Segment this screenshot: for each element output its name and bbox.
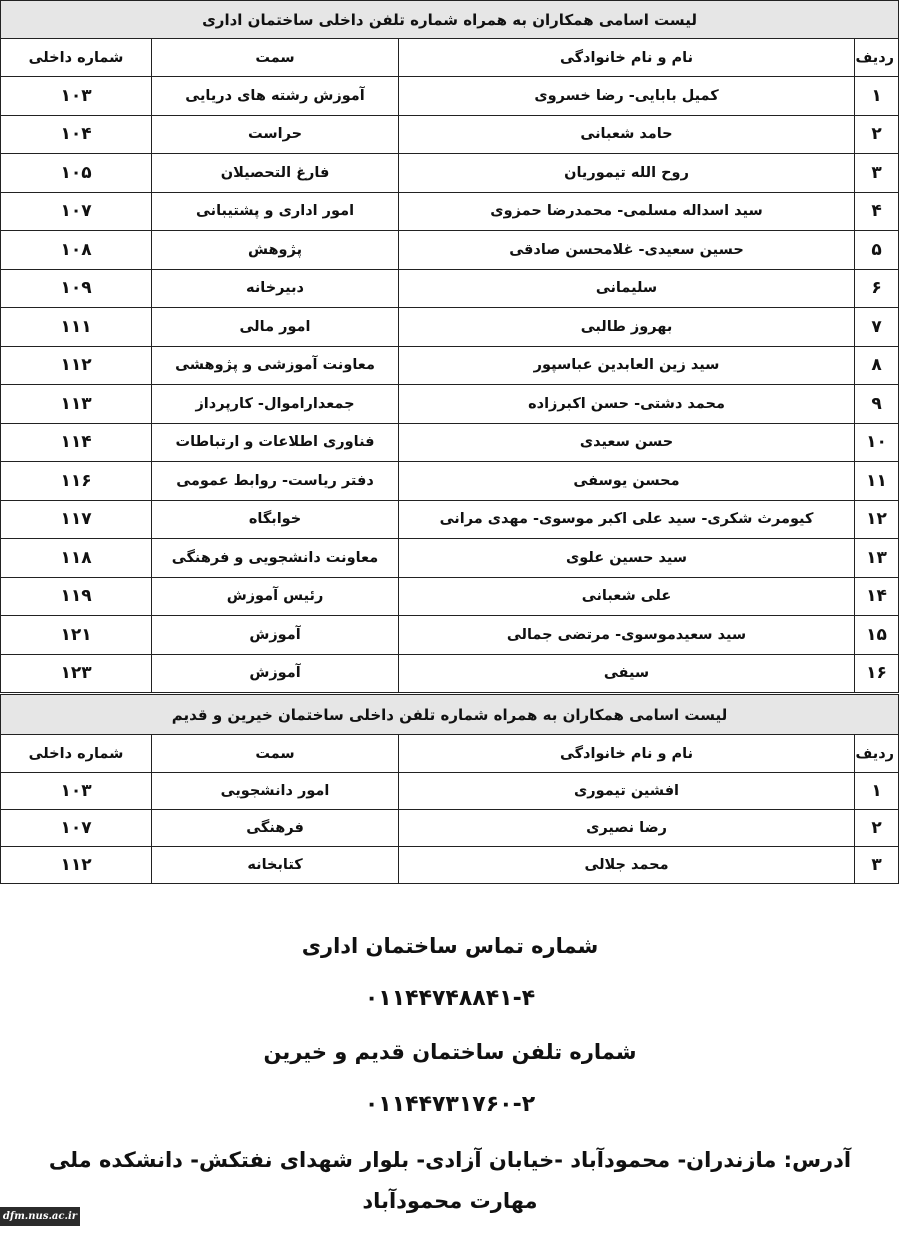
table-row: [1, 346, 899, 385]
extension-number: ۱۲۳: [1, 654, 152, 693]
extension-number: ۱۰۹: [1, 269, 152, 308]
employee-name: کمیل بابایی- رضا خسروی: [399, 77, 855, 116]
extension-number: ۱۱۷: [1, 500, 152, 539]
row-number: ۱۵: [855, 616, 899, 655]
employee-position: آموزش: [152, 654, 399, 693]
table-row: [1, 847, 899, 884]
employee-position: فارغ التحصیلان: [152, 154, 399, 193]
employee-position: آموزش رشته های دریایی: [152, 77, 399, 116]
extension-number: ۱۱۸: [1, 539, 152, 578]
extension-number: ۱۰۷: [1, 810, 152, 847]
table-row: [1, 773, 899, 810]
table-title: لیست اسامی همکاران به همراه شماره تلفن داخلی ساختمان اداری: [1, 1, 899, 39]
header-row: ردیف: [855, 39, 899, 77]
employee-name: حسین سعیدی- غلامحسن صادقی: [399, 231, 855, 270]
site-logo: dfm.nus.ac.ir: [0, 1207, 80, 1226]
old-building-table: [0, 694, 899, 884]
row-number: ۲: [855, 115, 899, 154]
table-row: [1, 423, 899, 462]
employee-name: محسن یوسفی: [399, 462, 855, 501]
employee-position: امور مالی: [152, 308, 399, 347]
employee-name: سید حسین علوی: [399, 539, 855, 578]
header-position: سمت: [152, 39, 399, 77]
table-row: [1, 231, 899, 270]
employee-name: بهروز طالبی: [399, 308, 855, 347]
table-row: [1, 115, 899, 154]
row-number: ۱۴: [855, 577, 899, 616]
table-row: [1, 654, 899, 693]
employee-position: فناوری اطلاعات و ارتباطات: [152, 423, 399, 462]
extension-number: ۱۱۱: [1, 308, 152, 347]
extension-number: ۱۲۱: [1, 616, 152, 655]
employee-position: امور دانشجویی: [152, 773, 399, 810]
employee-name: کیومرث شکری- سید علی اکبر موسوی- مهدی مرانی: [399, 500, 855, 539]
extension-number: ۱۱۹: [1, 577, 152, 616]
employee-position: پژوهش: [152, 231, 399, 270]
row-number: ۱: [855, 773, 899, 810]
employee-name: سید زین العابدین عباسپور: [399, 346, 855, 385]
employee-position: رئیس آموزش: [152, 577, 399, 616]
header-extension: شماره داخلی: [1, 735, 152, 773]
row-number: ۹: [855, 385, 899, 424]
employee-position: امور اداری و پشتیبانی: [152, 192, 399, 231]
row-number: ۷: [855, 308, 899, 347]
employee-position: فرهنگی: [152, 810, 399, 847]
extension-number: ۱۰۸: [1, 231, 152, 270]
row-number: ۳: [855, 154, 899, 193]
extension-number: ۱۰۳: [1, 773, 152, 810]
header-position: سمت: [152, 735, 399, 773]
employee-name: سلیمانی: [399, 269, 855, 308]
table-row: [1, 385, 899, 424]
table-row: [1, 192, 899, 231]
table-row: [1, 77, 899, 116]
row-number: ۱۰: [855, 423, 899, 462]
employee-position: آموزش: [152, 616, 399, 655]
extension-number: ۱۱۲: [1, 346, 152, 385]
header-row: ردیف: [855, 735, 899, 773]
admin-contact-phone: ۰۱۱۴۴۷۴۸۸۴۱-۴: [364, 986, 536, 1011]
employee-position: دبیرخانه: [152, 269, 399, 308]
extension-number: ۱۰۵: [1, 154, 152, 193]
extension-number: ۱۱۲: [1, 847, 152, 884]
employee-position: خوابگاه: [152, 500, 399, 539]
extension-number: ۱۱۶: [1, 462, 152, 501]
row-number: ۴: [855, 192, 899, 231]
header-name: نام و نام خانوادگی: [399, 735, 855, 773]
admin-contact-title: شماره تماس ساختمان اداری: [301, 934, 599, 958]
extension-number: ۱۰۳: [1, 77, 152, 116]
employee-position: معاونت دانشجویی و فرهنگی: [152, 539, 399, 578]
row-number: ۶: [855, 269, 899, 308]
employee-name: محمد دشتی- حسن اکبرزاده: [399, 385, 855, 424]
old-building-contact-title: شماره تلفن ساختمان قدیم و خیرین: [263, 1040, 637, 1064]
employee-position: جمعداراموال- کارپرداز: [152, 385, 399, 424]
employee-name: محمد جلالی: [399, 847, 855, 884]
table-row: [1, 616, 899, 655]
row-number: ۲: [855, 810, 899, 847]
employee-position: معاونت آموزشی و پژوهشی: [152, 346, 399, 385]
employee-name: افشین تیموری: [399, 773, 855, 810]
extension-number: ۱۱۴: [1, 423, 152, 462]
row-number: ۱: [855, 77, 899, 116]
row-number: ۳: [855, 847, 899, 884]
header-name: نام و نام خانوادگی: [399, 39, 855, 77]
employee-position: حراست: [152, 115, 399, 154]
row-number: ۱۳: [855, 539, 899, 578]
extension-number: ۱۱۳: [1, 385, 152, 424]
table-row: [1, 577, 899, 616]
employee-name: روح الله تیموریان: [399, 154, 855, 193]
extension-number: ۱۰۷: [1, 192, 152, 231]
employee-position: دفتر ریاست- روابط عمومی: [152, 462, 399, 501]
extension-number: ۱۰۴: [1, 115, 152, 154]
employee-name: رضا نصیری: [399, 810, 855, 847]
table-row: [1, 269, 899, 308]
row-number: ۱۶: [855, 654, 899, 693]
table-row: [1, 539, 899, 578]
row-number: ۱۱: [855, 462, 899, 501]
row-number: ۸: [855, 346, 899, 385]
table-row: [1, 500, 899, 539]
employee-name: سیفی: [399, 654, 855, 693]
table-row: [1, 810, 899, 847]
table-row: [1, 154, 899, 193]
employee-name: سید سعیدموسوی- مرتضی جمالی: [399, 616, 855, 655]
address: آدرس: مازندران- محمودآباد -خیابان آزادی- بلوار شهدای نفتکش- دانشکده ملی مهارت محمودآباد: [48, 1148, 852, 1213]
table-row: [1, 308, 899, 347]
row-number: ۵: [855, 231, 899, 270]
employee-name: حسن سعیدی: [399, 423, 855, 462]
old-building-contact-phone: ۰۱۱۴۴۷۳۱۷۶۰-۲: [364, 1092, 536, 1117]
employee-position: کتابخانه: [152, 847, 399, 884]
employee-name: علی شعبانی: [399, 577, 855, 616]
table-title: لیست اسامی همکاران به همراه شماره تلفن داخلی ساختمان خیرین و قدیم: [1, 695, 899, 735]
table-row: [1, 462, 899, 501]
employee-name: حامد شعبانی: [399, 115, 855, 154]
row-number: ۱۲: [855, 500, 899, 539]
employee-name: سید اسداله مسلمی- محمدرضا حمزوی: [399, 192, 855, 231]
header-extension: شماره داخلی: [1, 39, 152, 77]
